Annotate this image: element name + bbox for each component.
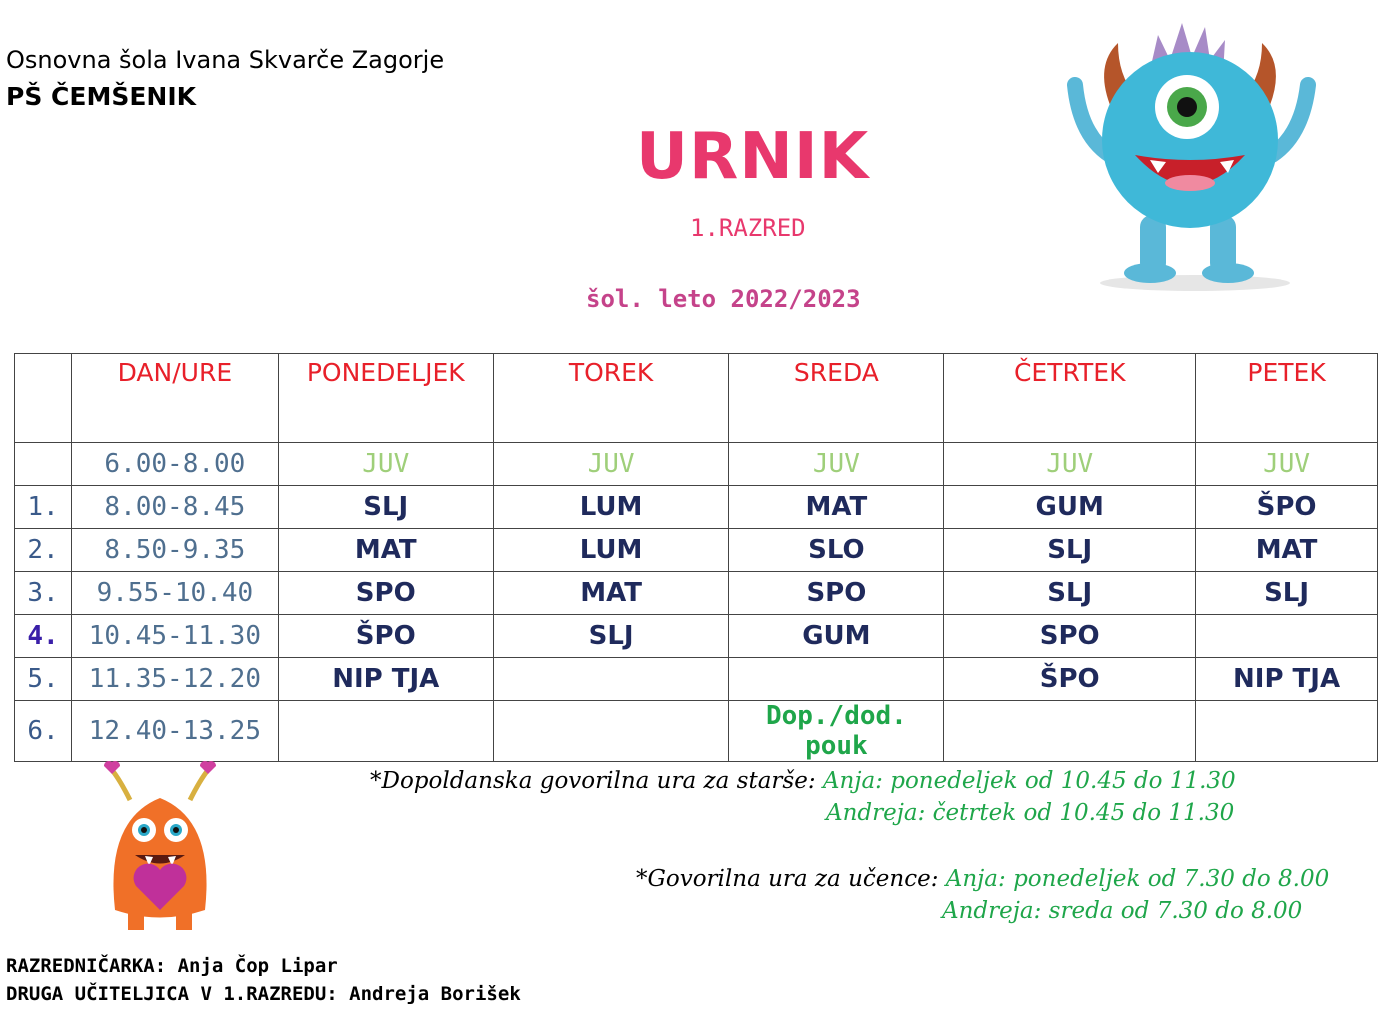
subject-cell: SLJ (944, 529, 1196, 572)
table-row (15, 615, 1378, 658)
subject-cell: ŠPO (1196, 486, 1378, 529)
students-office-hours-anja: Anja: ponedeljek od 7.30 do 8.00 (945, 866, 1330, 892)
header-row (15, 354, 1378, 443)
table-row (15, 701, 1378, 762)
class-teacher: RAZREDNIČARKA: Anja Čop Lipar (6, 955, 338, 977)
second-teacher: DRUGA UČITELJICA V 1.RAZREDU: Andreja Borišek (6, 983, 521, 1005)
table-row (15, 529, 1378, 572)
subject-cell: JUV (729, 443, 944, 486)
table-row (15, 443, 1378, 486)
subject-cell: JUV (493, 443, 729, 486)
subject-cell: GUM (729, 615, 944, 658)
subject-cell: GUM (944, 486, 1196, 529)
students-office-hours (636, 866, 1329, 892)
subject-cell: MAT (729, 486, 944, 529)
subject-cell: JUV (278, 443, 493, 486)
grade-label: 1.RAZRED (690, 214, 806, 242)
subject-cell: SLJ (1196, 572, 1378, 615)
parents-office-hours-andreja: Andreja: četrtek od 10.45 do 11.30 (826, 800, 1235, 826)
table-row (15, 658, 1378, 701)
students-office-hours-label: *Govorilna ura za učence: (636, 866, 939, 892)
subject-cell: NIP TJA (278, 658, 493, 701)
subject-cell (1196, 615, 1378, 658)
period-time: 12.40-13.25 (71, 701, 278, 762)
unit-name: PŠ ČEMŠENIK (6, 82, 197, 111)
period-number: 6. (15, 701, 72, 762)
subject-cell: LUM (493, 486, 729, 529)
parents-office-hours-anja: Anja: ponedeljek od 10.45 do 11.30 (822, 768, 1236, 794)
parents-office-hours-label: *Dopoldanska govorilna ura za starše: (370, 768, 816, 794)
subject-cell: Dop./dod. pouk (729, 701, 944, 762)
subject-cell (493, 658, 729, 701)
period-number: 3. (15, 572, 72, 615)
schedule-table (14, 353, 1378, 762)
subject-cell: MAT (1196, 529, 1378, 572)
school-year: šol. leto 2022/2023 (586, 285, 861, 313)
period-number (15, 443, 72, 486)
subject-cell: JUV (944, 443, 1196, 486)
orange-monster-illustration (90, 760, 230, 940)
header-cell-wednesday: SREDA (729, 354, 944, 443)
period-time: 9.55-10.40 (71, 572, 278, 615)
subject-cell: NIP TJA (1196, 658, 1378, 701)
period-time: 8.50-9.35 (71, 529, 278, 572)
subject-cell: SPO (944, 615, 1196, 658)
header-cell-friday: PETEK (1196, 354, 1378, 443)
table-row (15, 486, 1378, 529)
period-time: 8.00-8.45 (71, 486, 278, 529)
subject-cell: MAT (493, 572, 729, 615)
subject-cell (278, 701, 493, 762)
subject-cell: ŠPO (278, 615, 493, 658)
subject-cell (1196, 701, 1378, 762)
students-office-hours-andreja: Andreja: sreda od 7.30 do 8.00 (942, 898, 1303, 924)
period-time: 11.35-12.20 (71, 658, 278, 701)
subject-cell (493, 701, 729, 762)
subject-cell (944, 701, 1196, 762)
header-cell-monday: PONEDELJEK (278, 354, 493, 443)
subject-cell: SLJ (493, 615, 729, 658)
header-cell-day-hours: DAN/URE (71, 354, 278, 443)
period-number: 5. (15, 658, 72, 701)
subject-cell: LUM (493, 529, 729, 572)
parents-office-hours (370, 768, 1236, 794)
school-name: Osnovna šola Ivana Skvarče Zagorje (6, 46, 445, 74)
page-title: URNIK (636, 120, 870, 194)
subject-cell: SLJ (944, 572, 1196, 615)
header-cell-empty (15, 354, 72, 443)
period-number: 1. (15, 486, 72, 529)
subject-cell (729, 658, 944, 701)
subject-cell: MAT (278, 529, 493, 572)
header-cell-thursday: ČETRTEK (944, 354, 1196, 443)
subject-cell: ŠPO (944, 658, 1196, 701)
subject-cell: SPO (278, 572, 493, 615)
blue-cyclops-monster-illustration (1040, 15, 1340, 295)
subject-cell: SPO (729, 572, 944, 615)
period-number: 2. (15, 529, 72, 572)
table-row (15, 572, 1378, 615)
subject-cell: SLO (729, 529, 944, 572)
period-time: 6.00-8.00 (71, 443, 278, 486)
period-time: 10.45-11.30 (71, 615, 278, 658)
subject-cell: SLJ (278, 486, 493, 529)
subject-cell: JUV (1196, 443, 1378, 486)
header-cell-tuesday: TOREK (493, 354, 729, 443)
period-number: 4. (15, 615, 72, 658)
